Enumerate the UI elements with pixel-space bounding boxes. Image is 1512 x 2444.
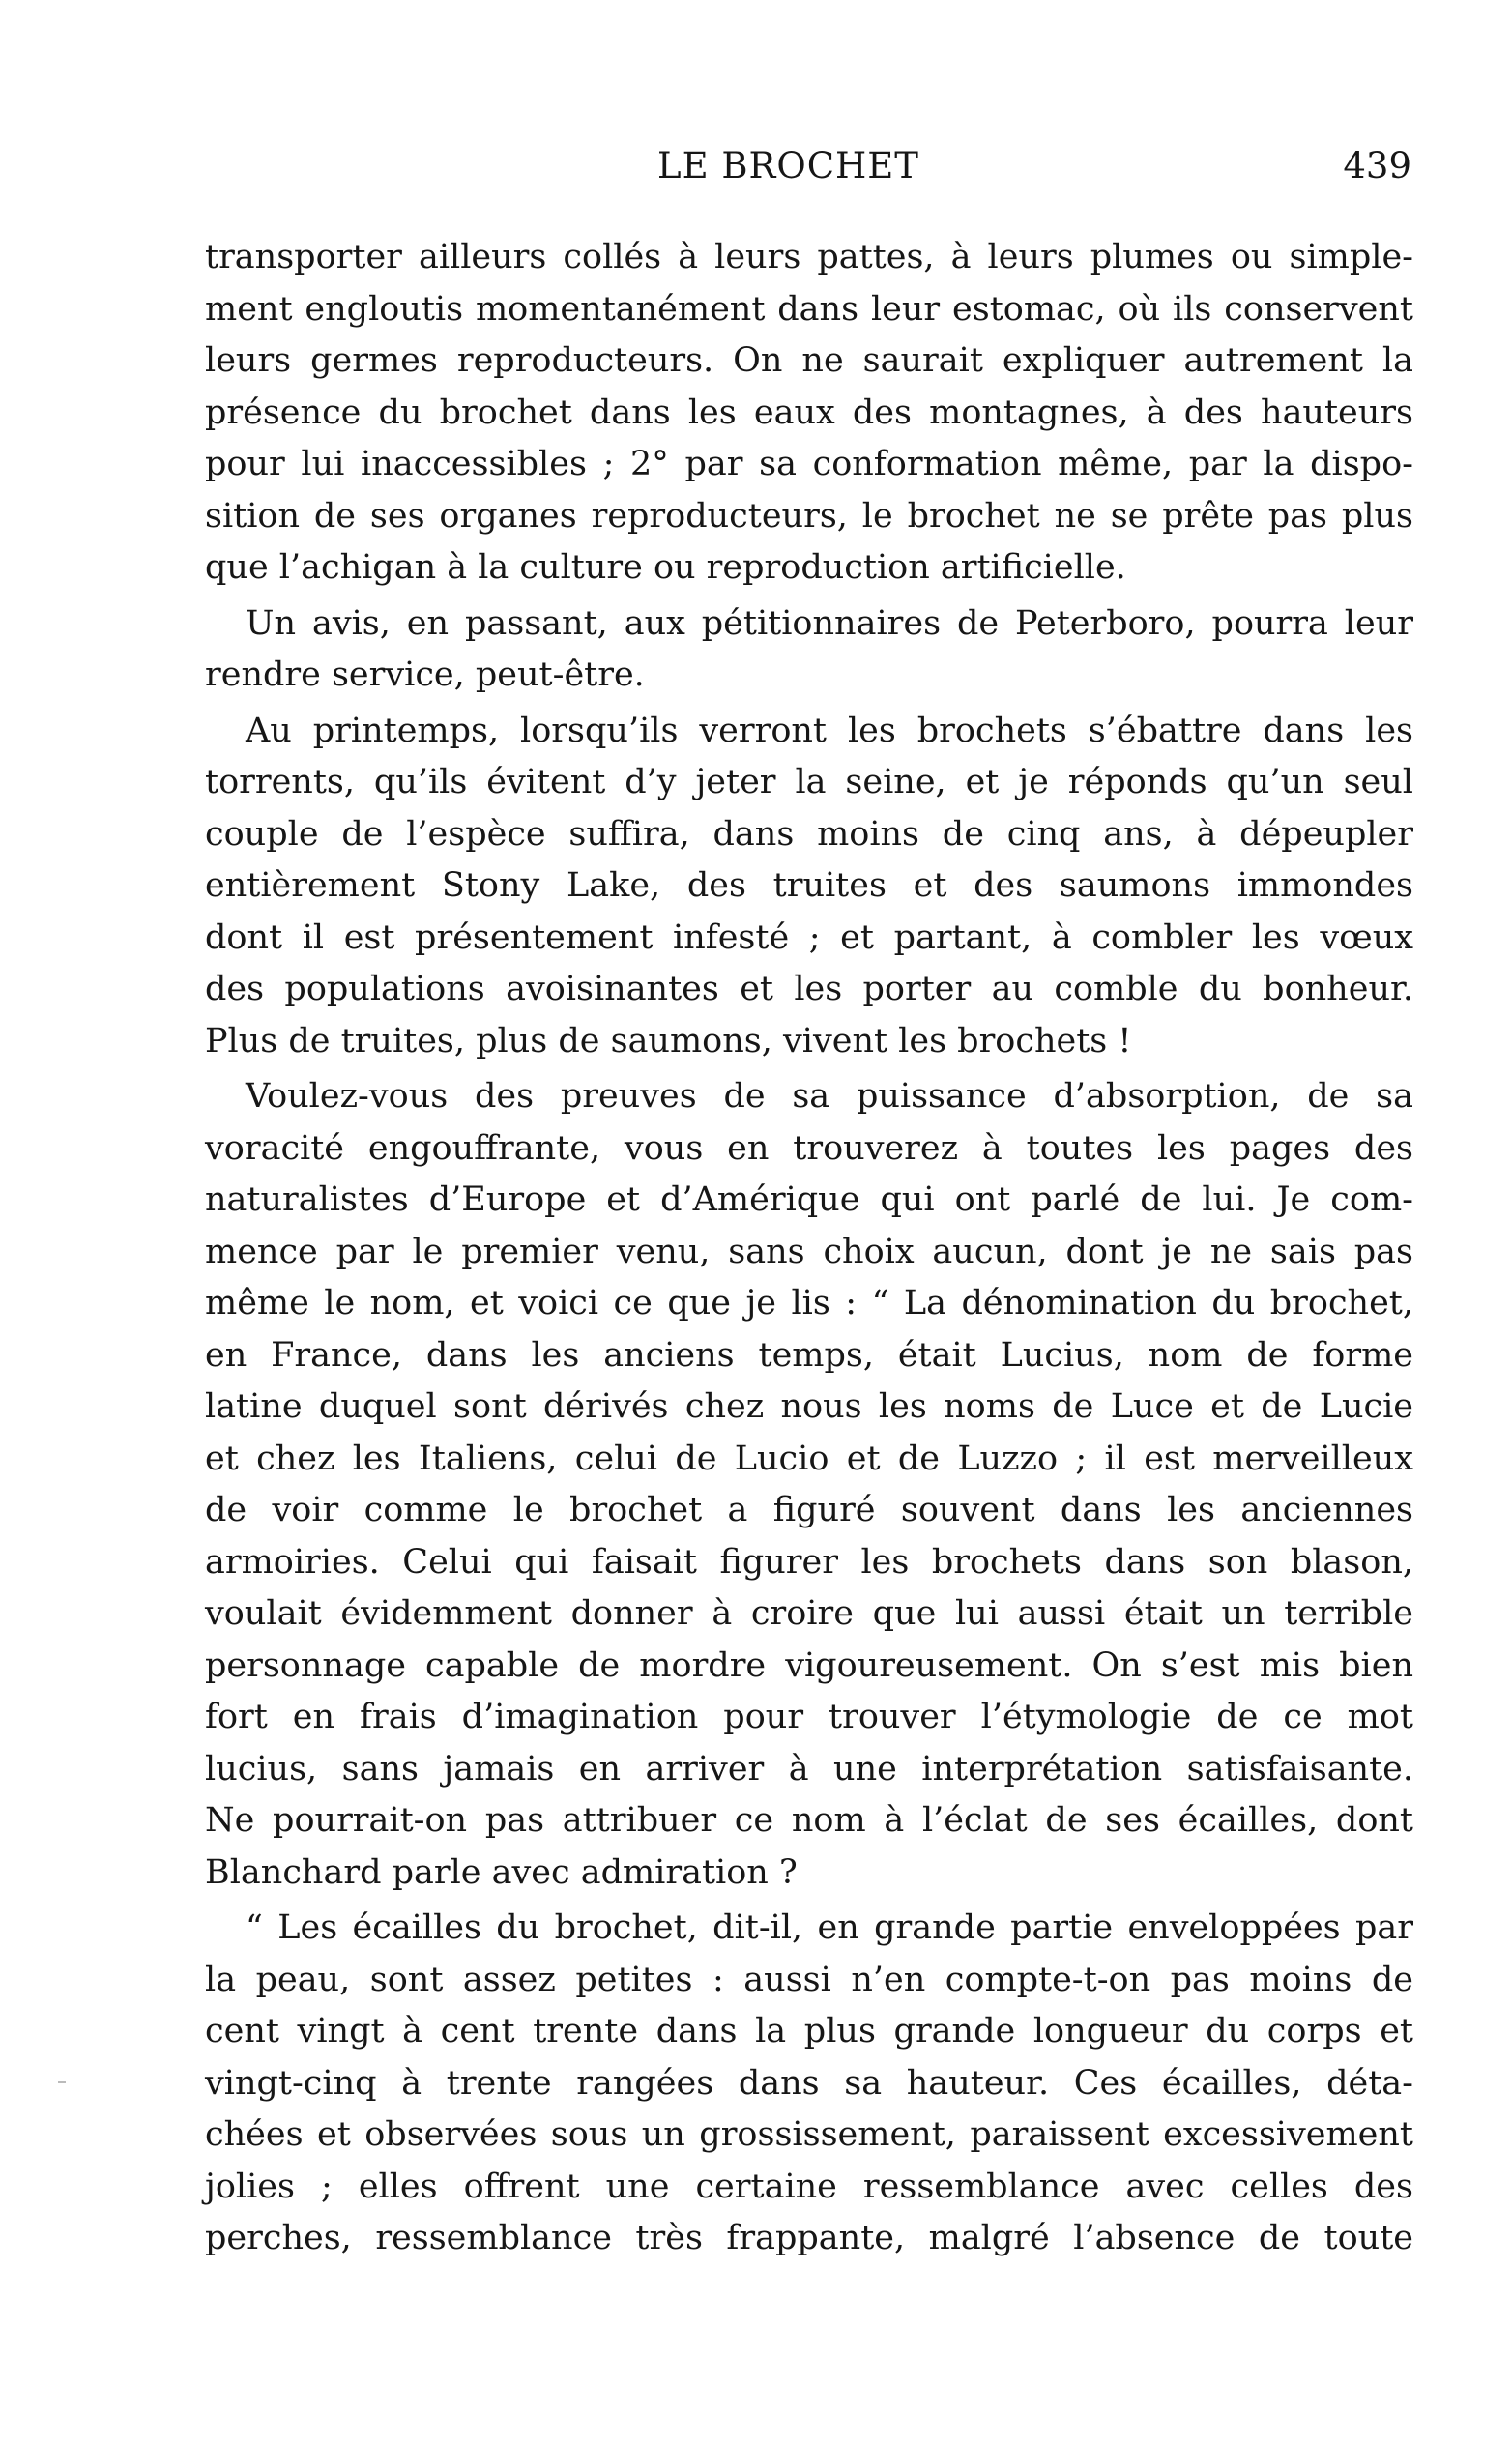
text-line: voulait évidemment donner à croire que lui aussi était un terrible [205,1594,1413,1633]
text-line: torrents, qu’ils évitent d’y jeter la seine, et je réponds qu’un seul [205,763,1413,801]
running-header [203,145,1411,199]
text-line: pour lui inaccessibles ; 2° par sa conformation même, par la dispo- [205,445,1413,483]
text-line: et chez les Italiens, celui de Lucio et de Luzzo ; il est merveilleux [205,1439,1413,1478]
text-line: personnage capable de mordre vigoureusement. On s’est mis bien [205,1645,1413,1685]
text-line: la peau, sont assez petites : aussi n’en compte-t-on pas moins de [205,1960,1413,1999]
text-line: entièrement Stony Lake, des truites et des saumons immondes [205,866,1413,905]
text-line: mence par le premier venu, sans choix aucun, dont je ne sais pas [205,1232,1413,1271]
text-line: dont il est présentement infesté ; et partant, à combler les vœux [205,917,1413,957]
page-number: 439 [1343,145,1411,187]
text-line: de voir comme le brochet a figuré souvent dans les anciennes [205,1491,1413,1529]
text-line: Voulez-vous des preuves de sa puissance d’absorption, de sa [246,1077,1413,1116]
text-line: même le nom, et voici ce que je lis : “ La dénomination du brochet, [205,1284,1413,1323]
text-line: leurs germes reproducteurs. On ne saurait expliquer autrement la [205,341,1413,380]
text-line: armoiries. Celui qui faisait figurer les brochets dans son blason, [205,1542,1413,1582]
text-line: chées et observées sous un grossissement, paraissent excessivement [205,2115,1413,2154]
paragraph [205,1071,1413,1899]
paragraph [205,1903,1413,2265]
text-line: ment engloutis momentanément dans leur estomac, où ils conservent [205,289,1413,329]
text-line: sition de ses organes reproducteurs, le brochet ne se prête pas plus [205,496,1413,536]
text-line: cent vingt à cent trente dans la plus grande longueur du corps et [205,2012,1413,2051]
paragraph [205,706,1413,1068]
text-line: Au printemps, lorsqu’ils verront les brochets s’ébattre dans les [246,711,1413,750]
text-line: couple de l’espèce suffira, dans moins de cinq ans, à dépeupler [205,814,1413,854]
paragraph [205,598,1413,702]
text-line: rendre service, peut-être. [205,655,645,694]
paragraph [205,232,1413,595]
text-line: latine duquel sont dérivés chez nous les noms de Luce et de Lucie [205,1387,1413,1426]
text-line: Blanchard parle avec admiration ? [205,1852,798,1892]
text-line: “ Les écailles du brochet, dit-il, en grande partie enveloppées par [246,1908,1413,1947]
text-line: Un avis, en passant, aux pétitionnaires de Peterboro, pourra leur [246,603,1413,643]
text-line: lucius, sans jamais en arriver à une interprétation satisfaisante. [205,1749,1413,1789]
text-line: jolies ; elles offrent une certaine ressemblance avec celles des [205,2167,1413,2206]
text-line: voracité engouffrante, vous en trouverez à toutes les pages des [205,1128,1413,1168]
text-line: en France, dans les anciens temps, était Lucius, nom de forme [205,1335,1413,1375]
body-text [205,232,1413,2265]
text-line: fort en frais d’imagination pour trouver l’étymologie de ce mot [205,1698,1413,1736]
text-line: Plus de truites, plus de saumons, vivent les brochets ! [205,1021,1132,1061]
text-line: présence du brochet dans les eaux des montagnes, à des hauteurs [205,393,1413,432]
text-line: transporter ailleurs collés à leurs pattes, à leurs plumes ou simple- [205,238,1413,276]
chapter-title: LE BROCHET [657,145,919,187]
text-line: vingt-cinq à trente rangées dans sa hauteur. Ces écailles, déta- [205,2063,1413,2103]
text-line: naturalistes d’Europe et d’Amérique qui ont parlé de lui. Je com- [205,1180,1413,1219]
text-line: que l’achigan à la culture ou reproduction artificielle. [205,548,1126,587]
text-line: des populations avoisinantes et les porter au comble du bonheur. [205,970,1413,1008]
text-line: Ne pourrait-on pas attribuer ce nom à l’éclat de ses écailles, dont [205,1801,1413,1840]
margin-mark [58,2081,66,2083]
text-line: perches, ressemblance très frappante, malgré l’absence de toute [205,2219,1413,2257]
